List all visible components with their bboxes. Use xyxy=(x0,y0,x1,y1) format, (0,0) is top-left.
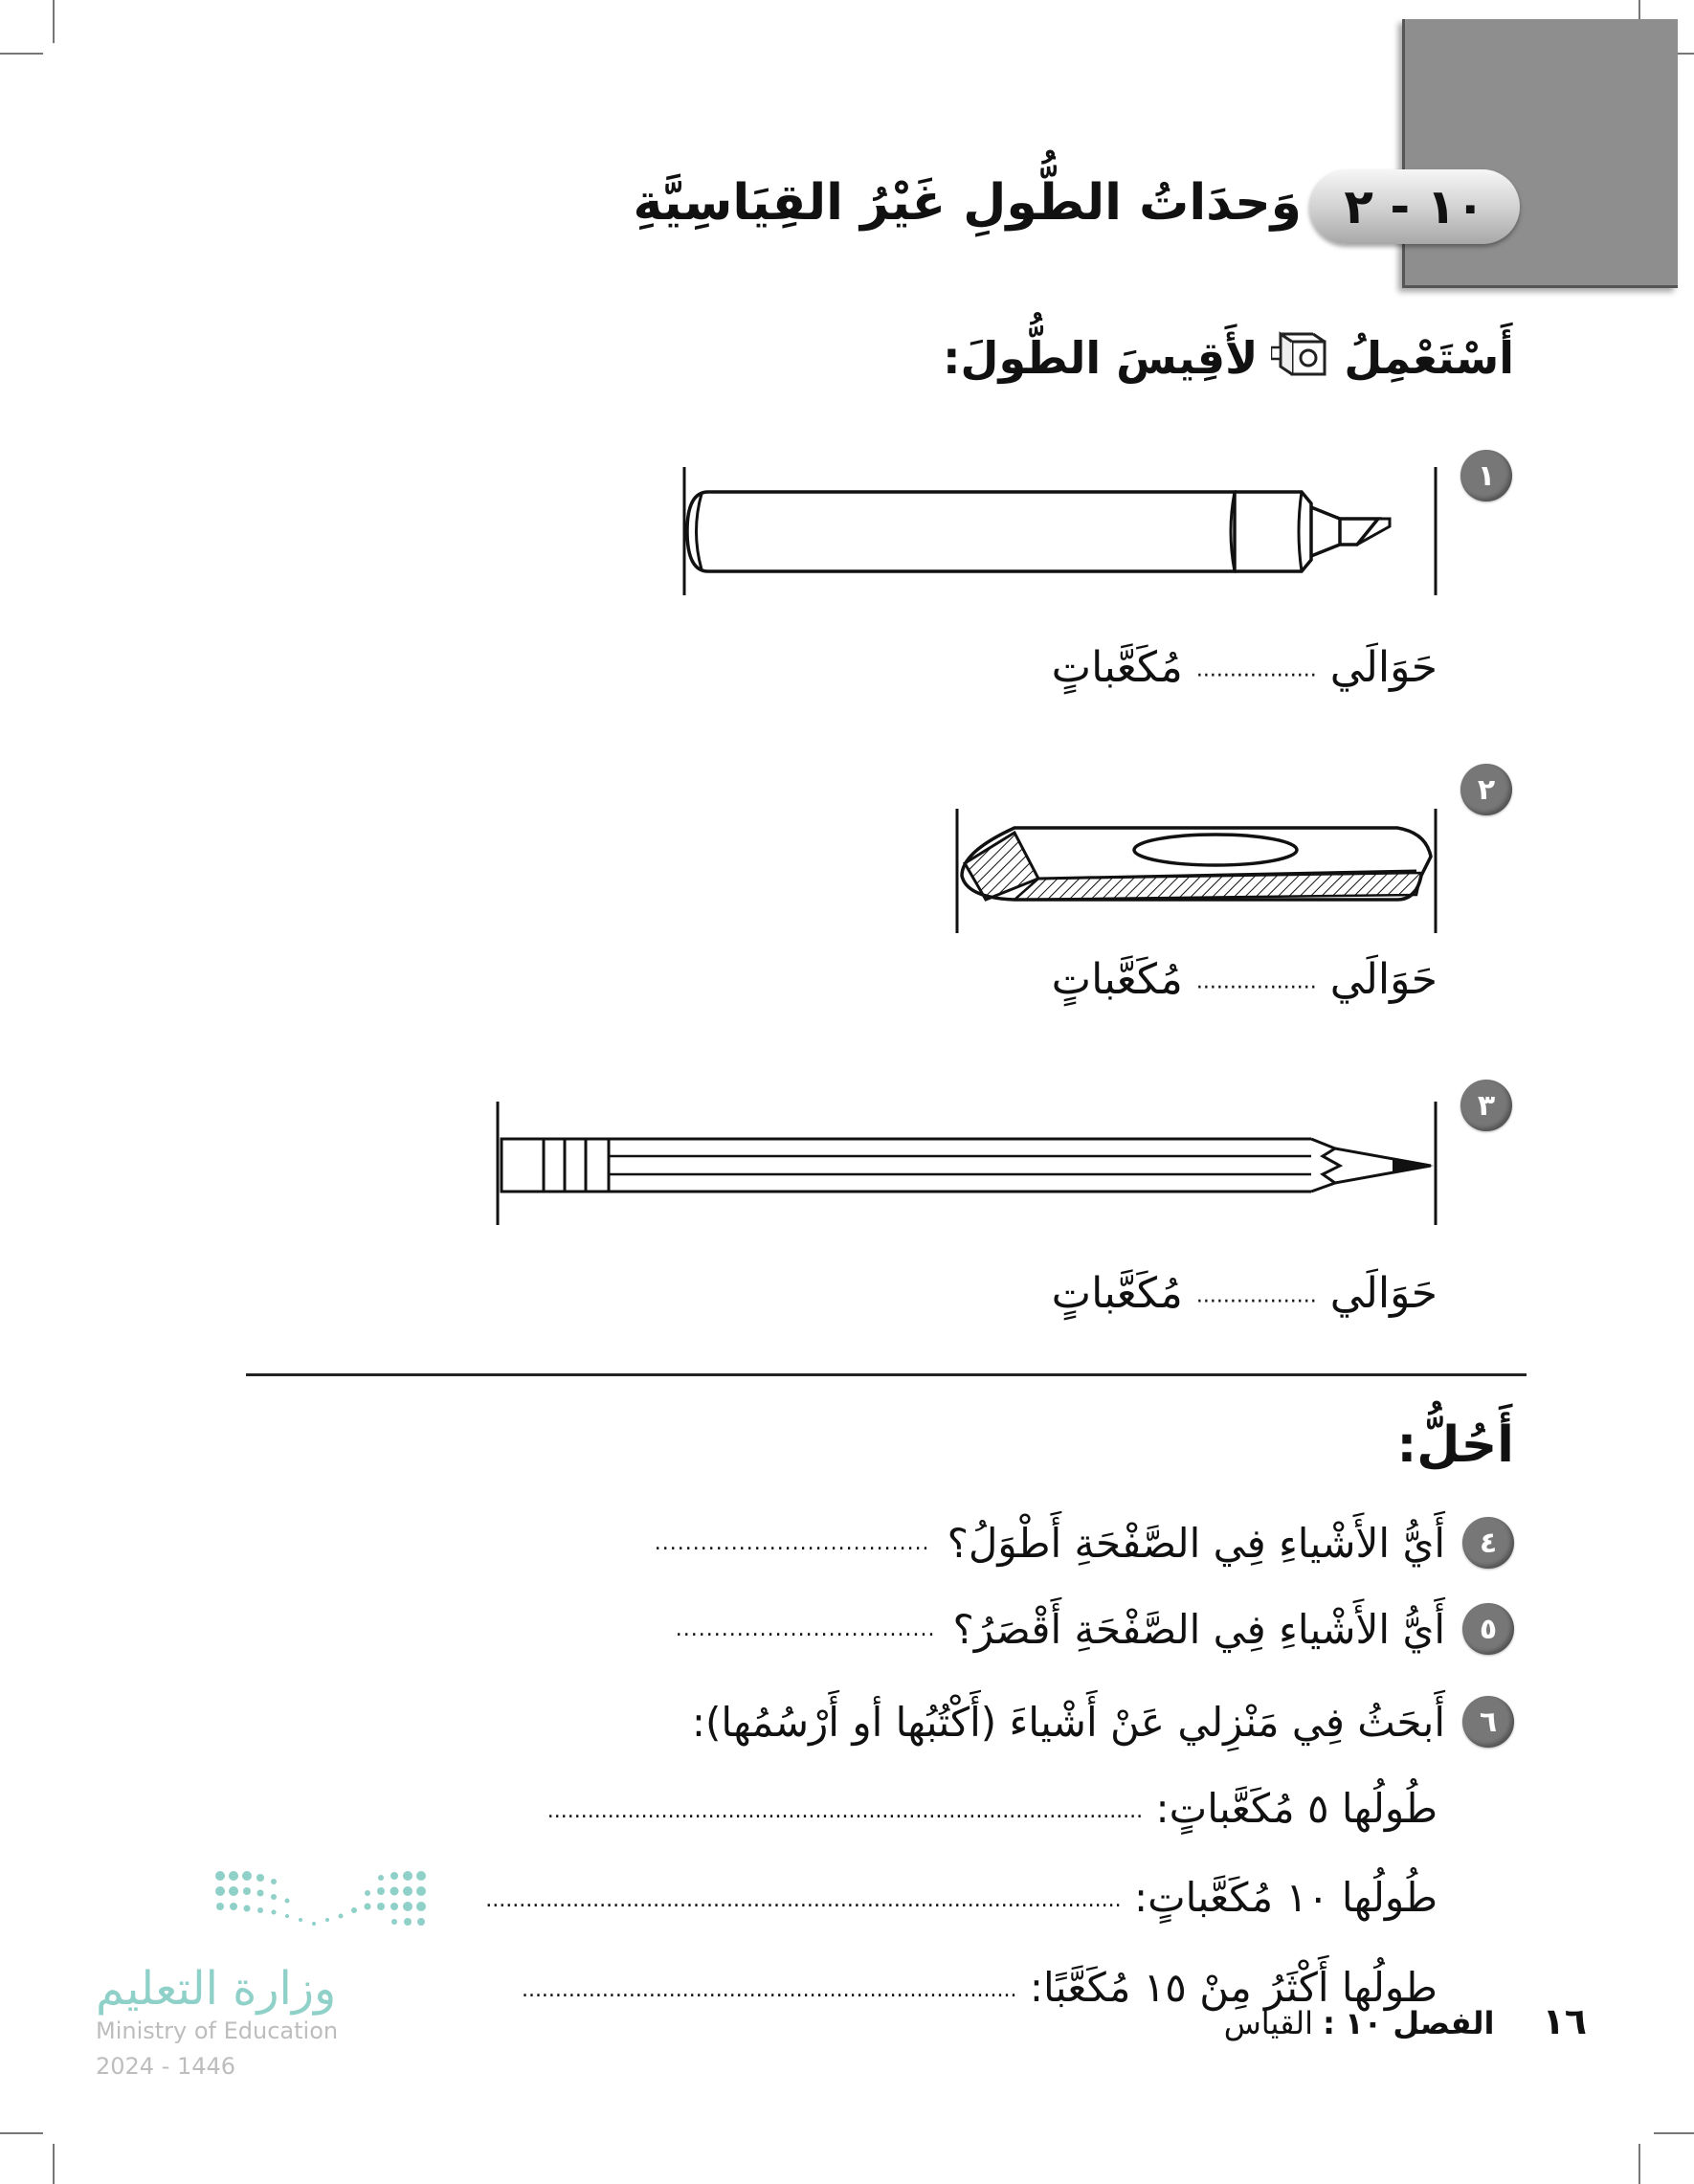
sub-item-10-cubes xyxy=(485,1874,1438,1921)
answer-unit: مُكَعَّباتٍ xyxy=(1051,955,1183,1004)
instruction-before: أَسْتَعْمِلُ xyxy=(1344,332,1514,384)
answer-line xyxy=(1052,1269,1438,1318)
question-number-badge: ٥ xyxy=(1462,1603,1514,1655)
eraser-drawing xyxy=(947,804,1445,938)
cube-icon xyxy=(1271,330,1330,386)
crop-mark xyxy=(0,2132,43,2134)
question-6 xyxy=(692,1696,1514,1748)
answer-blank[interactable]: .................................. xyxy=(675,1616,936,1641)
answer-prefix: حَوَالَي xyxy=(1329,955,1438,1004)
lesson-number-pill xyxy=(1309,169,1520,244)
question-5 xyxy=(676,1603,1514,1655)
question-text: أَبحَثُ فِي مَنْزِلي عَنْ أَشْياءَ (أَكْتُبُها أو أَرْسُمُها): xyxy=(691,1698,1445,1746)
answer-blank[interactable]: ............................................................................................... xyxy=(485,1888,1122,1912)
crop-mark xyxy=(53,2144,55,2184)
ministry-year: 2024 - 1446 xyxy=(96,2053,236,2080)
answer-unit: مُكَعَّباتٍ xyxy=(1051,1269,1183,1318)
marker-pen-drawing xyxy=(670,459,1445,603)
chapter-label: الفصل ١٠ xyxy=(1345,2005,1495,2041)
answer-blank[interactable]: .......................................................................... xyxy=(521,1978,1017,2002)
chapter-title: القياس xyxy=(1223,2005,1313,2041)
sub-item-label: طُولُها ١٠ مُكَعَّباتٍ: xyxy=(1133,1874,1438,1921)
answer-blank[interactable]: ......................................................................................... xyxy=(546,1799,1144,1823)
question-4 xyxy=(655,1517,1514,1569)
crop-mark xyxy=(0,53,43,55)
item-number-badge: ٣ xyxy=(1460,1080,1512,1131)
page-number: ١٦ xyxy=(1542,2000,1587,2042)
sub-item-label: طولُها أَكْثَرُ مِنْ ١٥ مُكَعَّبًا: xyxy=(1029,1964,1438,2011)
question-text: أَيُّ الأَشْياءِ فِي الصَّفْحَةِ أَطْوَلُ؟ xyxy=(947,1519,1445,1567)
answer-blank[interactable]: .................. xyxy=(1195,969,1317,994)
pencil-drawing xyxy=(488,1099,1445,1228)
crop-mark xyxy=(1638,2144,1640,2184)
question-number-badge: ٤ xyxy=(1462,1517,1514,1569)
crop-mark xyxy=(1654,2132,1694,2134)
question-number-badge: ٦ xyxy=(1462,1696,1514,1748)
answer-blank[interactable]: .................................... xyxy=(654,1530,930,1555)
answer-prefix: حَوَالَي xyxy=(1329,1269,1438,1318)
ministry-name-ar: وزارة التعليم xyxy=(96,1962,337,2016)
instruction-after: لأَقِيسَ الطُّولَ: xyxy=(943,332,1259,384)
solve-heading: أَحُلُّ: xyxy=(1396,1416,1514,1474)
item-number-badge: ٢ xyxy=(1460,764,1512,815)
instruction xyxy=(943,330,1514,386)
ministry-logo-dots xyxy=(211,1866,450,1943)
ministry-name-en: Ministry of Education xyxy=(96,2017,339,2044)
sub-item-5-cubes xyxy=(547,1785,1438,1832)
footer-separator: : xyxy=(1323,2005,1335,2041)
answer-blank[interactable]: .................. xyxy=(1195,1283,1317,1308)
item-number-badge: ١ xyxy=(1460,450,1512,501)
answer-unit: مُكَعَّباتٍ xyxy=(1051,643,1183,692)
crop-mark xyxy=(53,0,55,43)
answer-blank[interactable]: .................. xyxy=(1195,657,1317,682)
answer-line xyxy=(1052,955,1438,1004)
answer-prefix: حَوَالَي xyxy=(1329,643,1438,692)
lesson-title: وَحدَاتُ الطُّولِ غَيْرُ القِيَاسِيَّةِ xyxy=(633,174,1302,232)
answer-line xyxy=(1052,643,1438,692)
question-text: أَيُّ الأَشْياءِ فِي الصَّفْحَةِ أَقْصَرُ؟ xyxy=(952,1605,1445,1653)
lesson-number: ١٠ - ٢ xyxy=(1344,179,1485,234)
section-divider xyxy=(246,1373,1527,1376)
sub-item-label: طُولُها ٥ مُكَعَّباتٍ: xyxy=(1155,1785,1438,1832)
header-tab xyxy=(1402,19,1678,288)
page-footer xyxy=(1224,2000,1587,2042)
